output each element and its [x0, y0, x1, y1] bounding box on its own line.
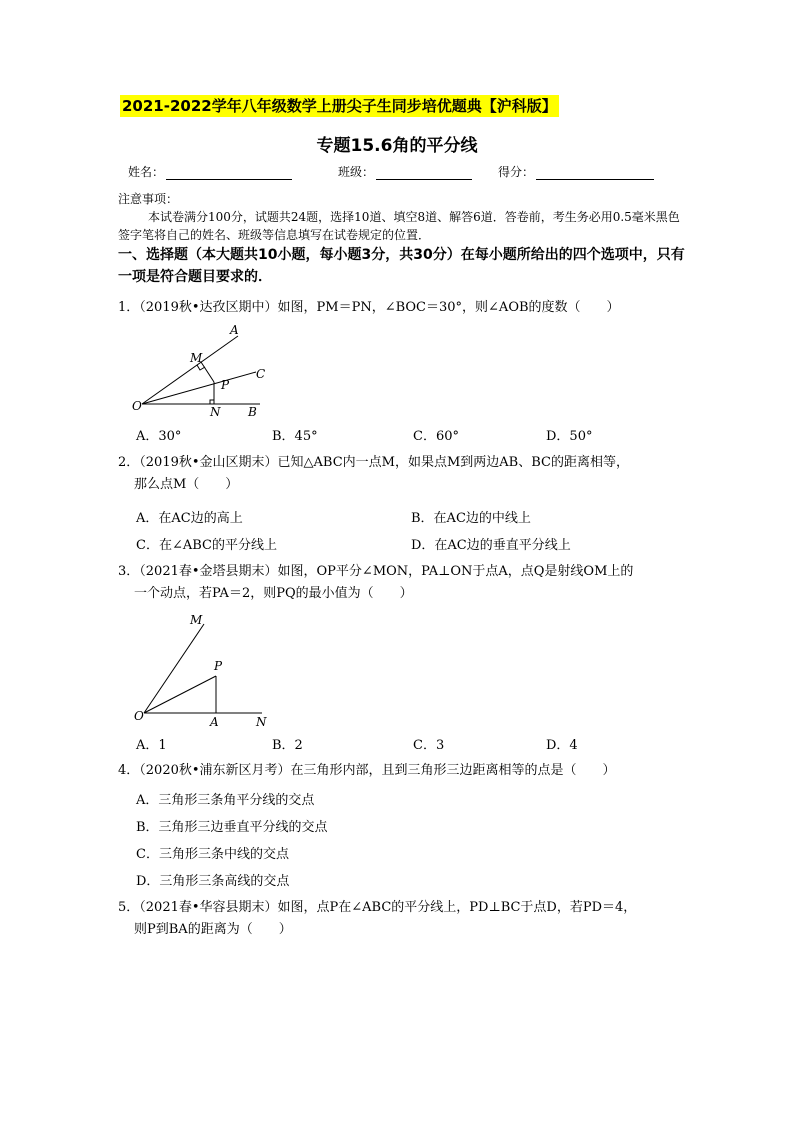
question-1-figure: [130, 322, 280, 420]
question-1-text: 1．（2019秋•达孜区期中）如图，PM＝PN，∠BOC＝30°，则∠AOB的度数（ ）: [118, 300, 620, 315]
label-o: O: [134, 709, 144, 723]
score-blank[interactable]: [536, 165, 654, 180]
question-5: [118, 897, 688, 941]
q1-option-b[interactable]: B．45°: [272, 429, 318, 444]
ray-op: [144, 676, 216, 713]
label-n: N: [210, 405, 221, 419]
header-banner: 2021-2022学年八年级数学上册尖子生同步培优题典【沪科版】: [122, 97, 557, 115]
question-3: [118, 561, 688, 605]
question-3-figure: [130, 610, 280, 728]
q3-option-d[interactable]: D．4: [546, 738, 578, 753]
label-a: A: [230, 323, 239, 337]
question-4: [118, 760, 688, 782]
q2-option-d[interactable]: D．在AC边的垂直平分线上: [411, 538, 571, 553]
ray-oc: [142, 372, 256, 404]
class-label: 班级：: [338, 165, 375, 179]
score-label: 得分：: [498, 165, 535, 179]
question-2-text-line1: 2．（2019秋•金山区期末）已知△ABC内一点M，如果点M到两边AB、BC的距离相等，: [118, 455, 629, 470]
label-a: A: [210, 715, 219, 728]
label-n: N: [256, 715, 267, 728]
q3-option-b[interactable]: B．2: [272, 738, 303, 753]
question-1: [118, 297, 688, 319]
name-label: 姓名：: [128, 165, 165, 179]
q1-option-d[interactable]: D．50°: [546, 429, 593, 444]
question-2-text-line2: 那么点M（ ）: [134, 477, 239, 492]
score-field[interactable]: [498, 163, 654, 180]
student-info-row: [128, 163, 668, 183]
q4-option-b[interactable]: B．三角形三边垂直平分线的交点: [136, 820, 328, 835]
section-one-heading: 一、选择题（本大题共10小题，每小题3分，共30分）在每小题所给出的四个选项中，只有一项是符合题目要求的．: [118, 247, 685, 285]
class-blank[interactable]: [376, 165, 472, 180]
q1-option-a[interactable]: A．30°: [136, 429, 182, 444]
label-b: B: [248, 405, 257, 419]
q4-option-a[interactable]: A．三角形三条角平分线的交点: [136, 793, 315, 808]
class-field[interactable]: [338, 163, 472, 180]
label-m: M: [190, 613, 203, 627]
question-5-text-line2: 则P到BA的距离为（ ）: [134, 922, 292, 937]
q1-option-c[interactable]: C．60°: [413, 429, 459, 444]
label-o: O: [132, 399, 142, 413]
question-3-text-line2: 一个动点，若PA＝2，则PQ的最小值为（ ）: [134, 586, 413, 601]
question-4-text: 4．（2020秋•浦东新区月考）在三角形内部，且到三角形三边距离相等的点是（ ）: [118, 763, 616, 778]
question-2: [118, 452, 688, 496]
ray-om: [144, 624, 204, 713]
q4-option-c[interactable]: C．三角形三条中线的交点: [136, 847, 289, 862]
label-p: P: [214, 659, 223, 673]
q3-option-c[interactable]: C．3: [413, 738, 445, 753]
name-blank[interactable]: [166, 165, 292, 180]
page-title: 专题15.6角的平分线: [316, 136, 478, 156]
label-m: M: [190, 351, 203, 365]
q4-option-d[interactable]: D．三角形三条高线的交点: [136, 874, 290, 889]
ray-oa: [142, 336, 238, 404]
notes-body: 本试卷满分100分，试题共24题，选择10道、填空8道、解答6道．答卷前，考生务必用0.5毫米黑色签字笔将自己的姓名、班级等信息填写在试卷规定的位置．: [118, 210, 680, 242]
q3-option-a[interactable]: A．1: [136, 738, 167, 753]
label-p: P: [221, 378, 230, 392]
question-5-text-line1: 5．（2021春•华容县期末）如图，点P在∠ABC的平分线上，PD⊥BC于点D，若PD＝4，: [118, 900, 637, 915]
right-angle-n: [210, 400, 214, 404]
q2-option-a[interactable]: A．在AC边的高上: [136, 511, 243, 526]
notes-heading: 注意事项：: [118, 192, 179, 206]
q2-option-c[interactable]: C．在∠ABC的平分线上: [136, 538, 277, 553]
name-field[interactable]: [128, 163, 292, 180]
label-c: C: [256, 367, 266, 381]
segment-pm: [201, 362, 214, 382]
question-3-text-line1: 3．（2021春•金塔县期末）如图，OP平分∠MON，PA⊥ON于点A，点Q是射线OM上的: [118, 564, 634, 579]
q2-option-b[interactable]: B．在AC边的中线上: [411, 511, 531, 526]
